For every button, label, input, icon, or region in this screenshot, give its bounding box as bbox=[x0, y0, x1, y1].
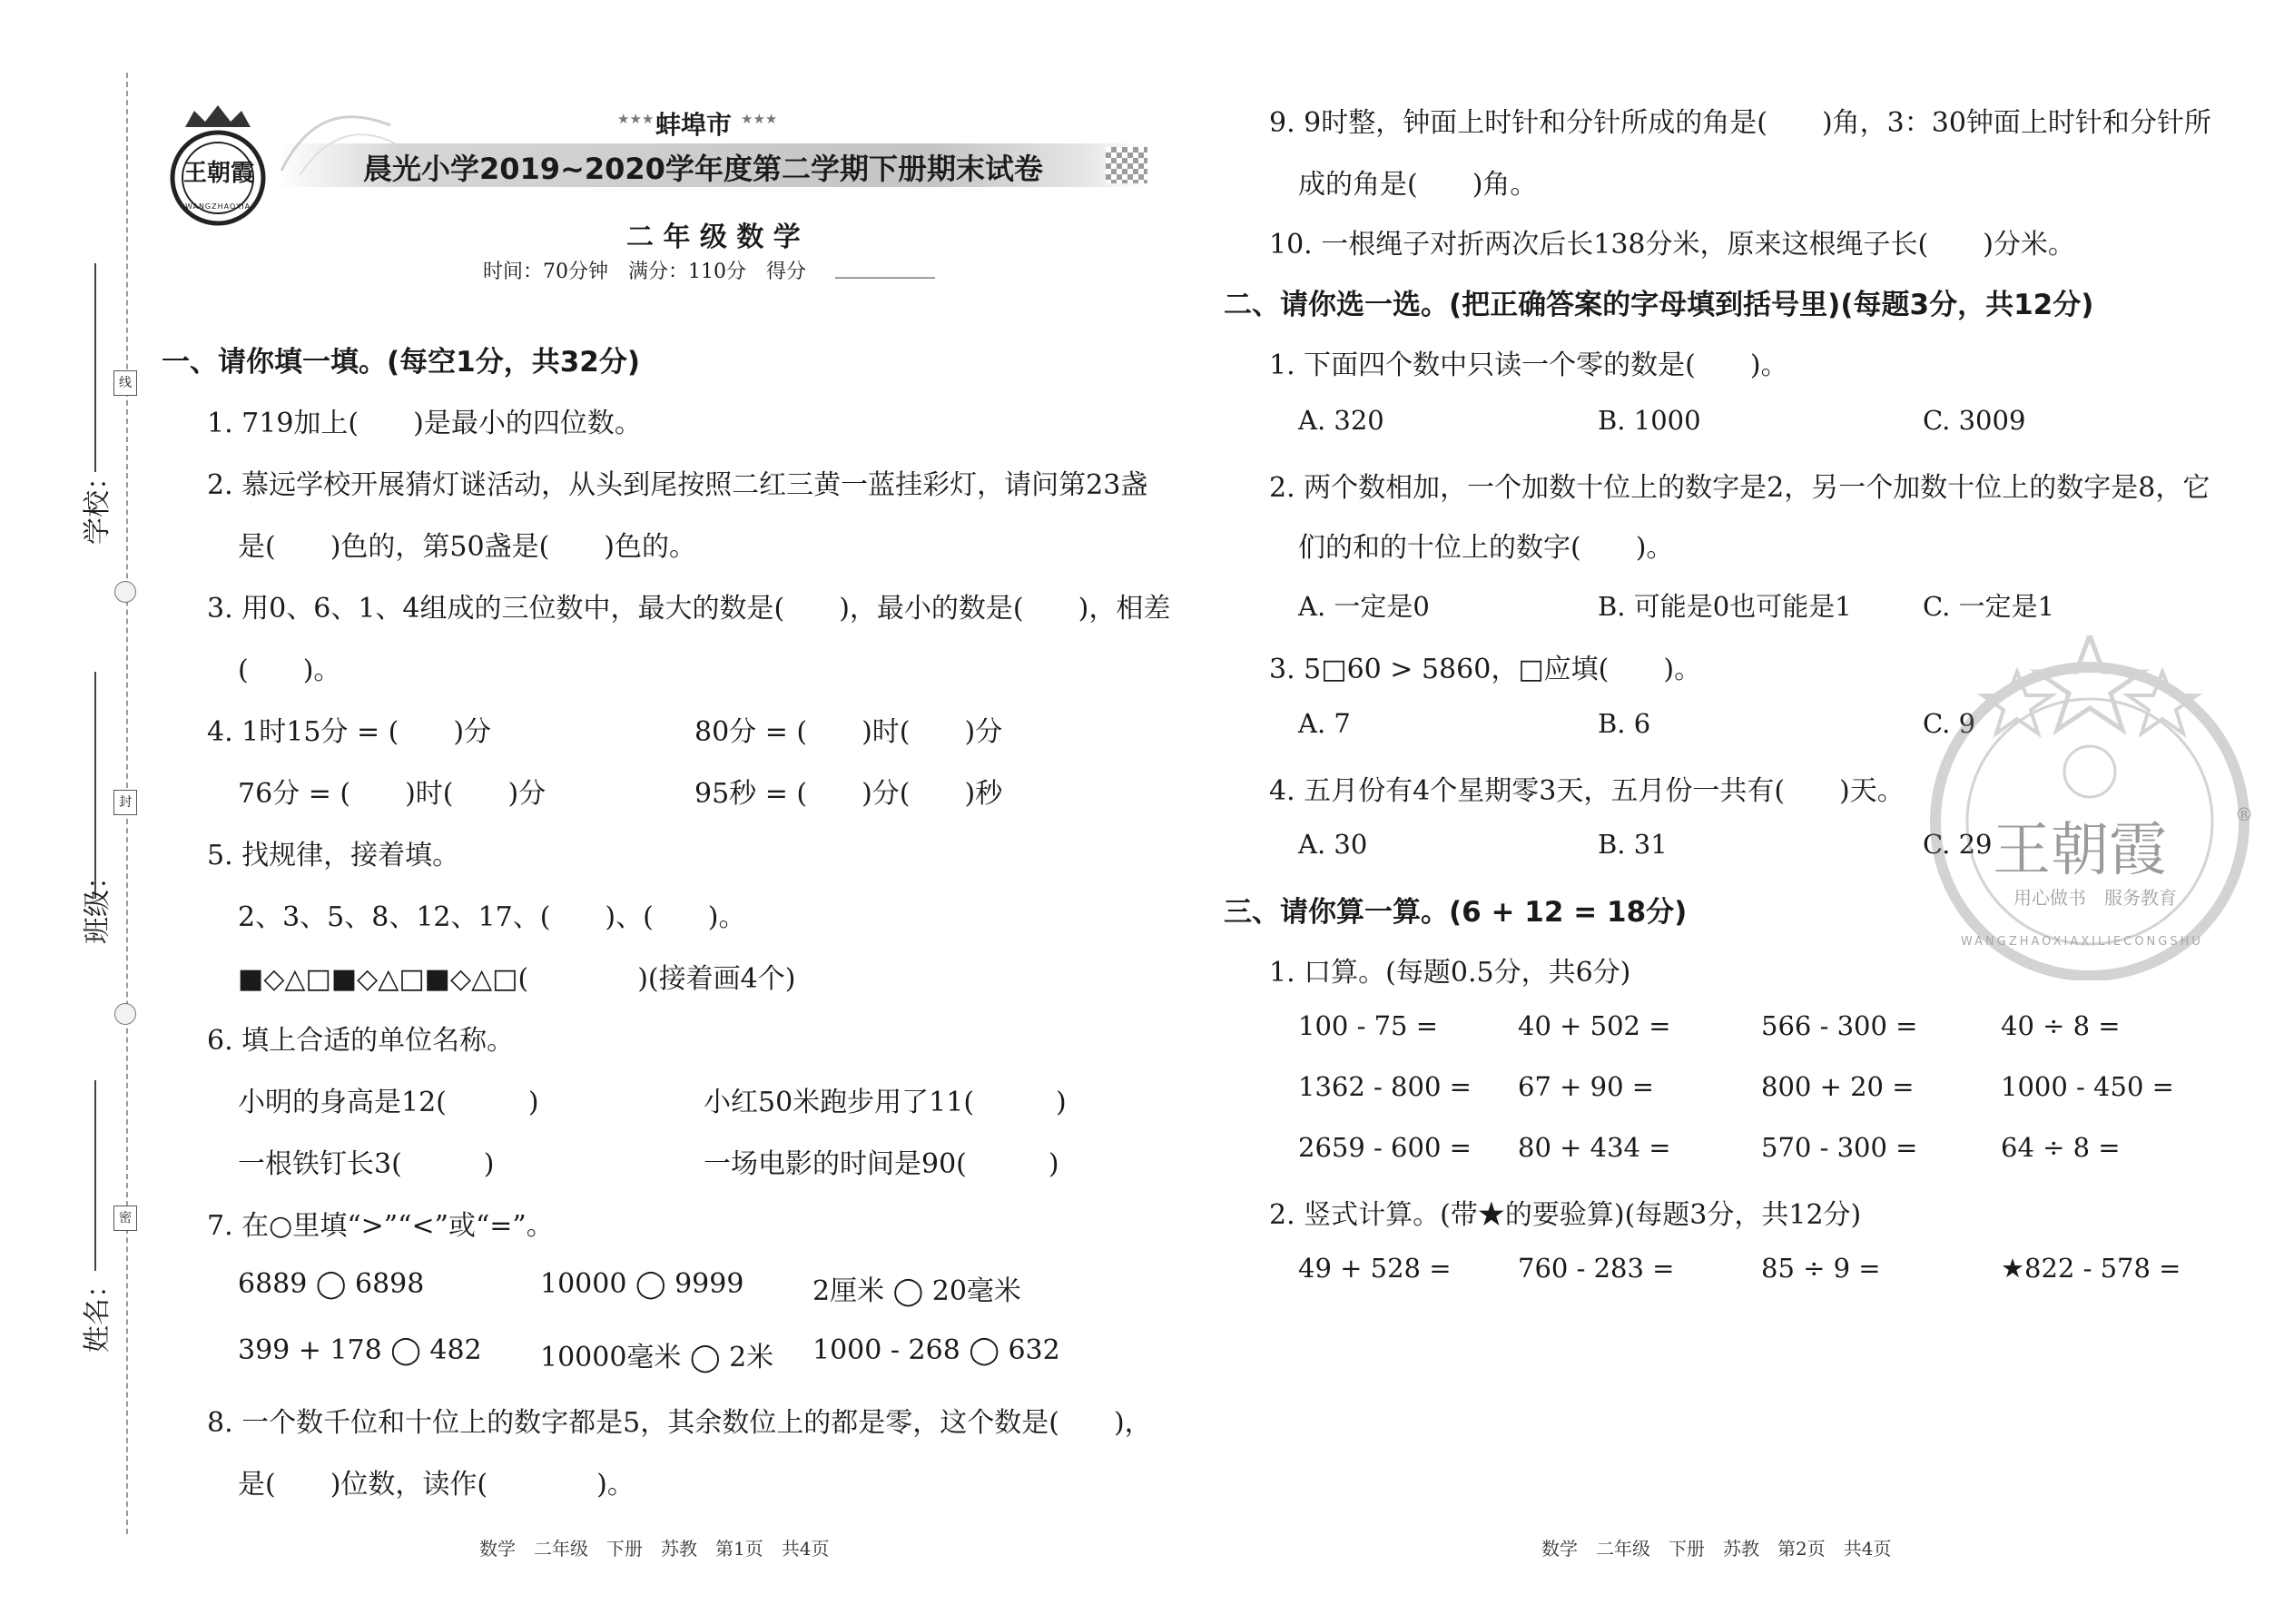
name-label: 姓名： bbox=[82, 1271, 113, 1353]
oral-calc-item: 64 ÷ 8 = bbox=[2001, 1132, 2121, 1163]
question-2-line-1: 2. 慕远学校开展猜灯谜活动，从头到尾按照二红三黄一蓝挂彩灯，请问第23盏 bbox=[207, 469, 1148, 501]
section-1-heading: 一、请你填一填。(每空1分，共32分) bbox=[162, 346, 641, 379]
oral-calc-item: 80 + 434 = bbox=[1518, 1132, 1671, 1163]
question-9-line-2: 成的角是( )角。 bbox=[1298, 169, 1538, 201]
option-c: C. 29 bbox=[1923, 829, 1993, 860]
logo-ring-text: WANGZHAOXIA bbox=[185, 202, 251, 211]
footer-page-2: 数学 二年级 下册 苏教 第2页 共4页 bbox=[1541, 1538, 1892, 1560]
question-9-line-1: 9. 9时整，钟面上时针和分针所成的角是( )角，3：30钟面上时针和分针所 bbox=[1269, 107, 2211, 139]
class-label: 班级： bbox=[82, 862, 113, 944]
vertical-calc-heading: 2. 竖式计算。(带★的要验算)(每题3分，共12分) bbox=[1269, 1199, 1862, 1231]
fold-mark-xian: 线 bbox=[113, 370, 137, 396]
city-stars-left: ★★★ bbox=[617, 111, 655, 127]
oral-calc-item: 800 + 20 = bbox=[1761, 1071, 1915, 1102]
score-blank[interactable]: __________ bbox=[835, 256, 935, 279]
compare-item: 2厘米 ◯ 20毫米 bbox=[812, 1275, 1021, 1307]
question-5-shape-pattern: ■◇△□■◇△□■◇△□( )(接着画4个) bbox=[238, 963, 796, 995]
option-b: B. 1000 bbox=[1598, 405, 1701, 436]
oral-calc-item: 1000 - 450 = bbox=[2001, 1071, 2174, 1102]
oral-calc-item: 570 - 300 = bbox=[1761, 1132, 1918, 1163]
section-2-heading: 二、请你选一选。(把正确答案的字母填到括号里)(每题3分，共12分) bbox=[1224, 289, 2094, 321]
city-stars-right: ★★★ bbox=[741, 111, 778, 127]
option-c: C. 9 bbox=[1923, 708, 1976, 739]
name-write-line[interactable] bbox=[94, 1080, 96, 1271]
option-b: B. 31 bbox=[1598, 829, 1668, 860]
compare-item: 399 + 178 ◯ 482 bbox=[238, 1334, 482, 1366]
option-c: C. 3009 bbox=[1923, 405, 2026, 436]
compare-item: 10000 ◯ 9999 bbox=[540, 1268, 744, 1300]
choice-question-1: 1. 下面四个数中只读一个零的数是( )。 bbox=[1269, 349, 1788, 381]
question-8-line-1: 8. 一个数千位和十位上的数字都是5，其余数位上的都是零，这个数是( )， bbox=[207, 1407, 1152, 1439]
question-6-item-1: 小明的身高是12( ) bbox=[238, 1087, 539, 1118]
banner-checker-decoration bbox=[1106, 147, 1147, 183]
school-write-line[interactable] bbox=[94, 263, 96, 472]
choice-question-4: 4. 五月份有4个星期零3天，五月份一共有( )天。 bbox=[1269, 775, 1905, 807]
question-6-item-2: 小红50米跑步用了11( ) bbox=[704, 1087, 1067, 1118]
question-4-item-3: 76分 = ( )时( )分 bbox=[238, 778, 546, 810]
question-4-item-1: 4. 1时15分 = ( )分 bbox=[207, 716, 492, 748]
exam-info: 时间：70分钟 满分：110分 得分 bbox=[483, 261, 806, 283]
oral-calc-item: 2659 - 600 = bbox=[1298, 1132, 1472, 1163]
option-b: B. 可能是0也可能是1 bbox=[1598, 591, 1852, 622]
option-a: A. 320 bbox=[1298, 405, 1384, 436]
question-1: 1. 719加上( )是最小的四位数。 bbox=[207, 408, 642, 439]
vertical-calc-item: 760 - 283 = bbox=[1518, 1253, 1675, 1284]
question-4-item-2: 80分 = ( )时( )分 bbox=[694, 716, 1003, 748]
vertical-calc-item: ★822 - 578 = bbox=[2001, 1253, 2181, 1284]
exam-title: 晨光小学2019~2020学年度第二学期下册期末试卷 bbox=[363, 152, 1043, 186]
oral-calc-item: 40 + 502 = bbox=[1518, 1010, 1671, 1041]
choice-question-2-line-2: 们的和的十位上的数字( )。 bbox=[1298, 532, 1674, 564]
compare-item: 1000 - 268 ◯ 632 bbox=[812, 1334, 1060, 1366]
option-a: A. 30 bbox=[1298, 829, 1368, 860]
subject-title: 二 年 级 数 学 bbox=[626, 221, 801, 253]
question-6: 6. 填上合适的单位名称。 bbox=[207, 1025, 515, 1057]
fold-mark-mi: 密 bbox=[113, 1206, 137, 1231]
oral-calc-item: 566 - 300 = bbox=[1761, 1010, 1918, 1041]
section-3-heading: 三、请你算一算。(6 + 12 = 18分) bbox=[1224, 896, 1688, 929]
question-4-item-4: 95秒 = ( )分( )秒 bbox=[694, 778, 1003, 810]
choice-question-3: 3. 5□60 > 5860，□应填( )。 bbox=[1269, 654, 1702, 685]
oral-calc-item: 40 ÷ 8 = bbox=[2001, 1010, 2121, 1041]
logo-text: 王朝霞 bbox=[183, 160, 255, 187]
option-a: A. 7 bbox=[1298, 708, 1351, 739]
footer-page-1: 数学 二年级 下册 苏教 第1页 共4页 bbox=[479, 1538, 830, 1560]
school-label: 学校： bbox=[82, 463, 113, 545]
question-5-sequence: 2、3、5、8、12、17、( )、( )。 bbox=[238, 901, 746, 933]
question-7: 7. 在○里填“>”“<”或“=”。 bbox=[207, 1210, 554, 1242]
option-a: A. 一定是0 bbox=[1298, 591, 1430, 622]
oral-calc-item: 100 - 75 = bbox=[1298, 1010, 1439, 1041]
watermark-ring-text: WANGZHAOXIAXILIECONGSHU bbox=[1961, 935, 2203, 949]
watermark-name: 王朝霞 bbox=[1993, 817, 2167, 884]
question-3-line-2: ( )。 bbox=[238, 655, 341, 686]
binding-hole-icon bbox=[114, 581, 136, 603]
city-name: 蚌埠市 bbox=[655, 110, 733, 140]
question-6-item-3: 一根铁钉长3( ) bbox=[238, 1148, 495, 1180]
question-8-line-2: 是( )位数，读作( )。 bbox=[238, 1469, 635, 1501]
watermark-registered-mark: ® bbox=[2235, 803, 2253, 825]
question-10: 10. 一根绳子对折两次后长138分米，原来这根绳子长( )分米。 bbox=[1269, 229, 2075, 261]
question-2-line-2: 是( )色的，第50盏是( )色的。 bbox=[238, 531, 696, 563]
vertical-calc-item: 49 + 528 = bbox=[1298, 1253, 1452, 1284]
question-6-item-4: 一场电影的时间是90( ) bbox=[704, 1148, 1059, 1180]
compare-item: 10000毫米 ◯ 2米 bbox=[540, 1342, 774, 1373]
vertical-calc-item: 85 ÷ 9 = bbox=[1761, 1253, 1881, 1284]
option-c: C. 一定是1 bbox=[1923, 591, 2055, 622]
oral-calc-item: 1362 - 800 = bbox=[1298, 1071, 1472, 1102]
binding-hole-icon bbox=[114, 1003, 136, 1025]
question-3-line-1: 3. 用0、6、1、4组成的三位数中，最大的数是( )，最小的数是( )，相差 bbox=[207, 593, 1171, 625]
question-5: 5. 找规律，接着填。 bbox=[207, 840, 460, 871]
option-b: B. 6 bbox=[1598, 708, 1651, 739]
oral-calc-item: 67 + 90 = bbox=[1518, 1071, 1655, 1102]
oral-calc-heading: 1. 口算。(每题0.5分，共6分) bbox=[1269, 957, 1631, 989]
choice-question-2-line-1: 2. 两个数相加，一个加数十位上的数字是2，另一个加数十位上的数字是8，它 bbox=[1269, 472, 2210, 504]
fold-mark-feng: 封 bbox=[113, 790, 137, 815]
compare-item: 6889 ◯ 6898 bbox=[238, 1268, 425, 1300]
watermark-slogan: 用心做书 服务教育 bbox=[2013, 887, 2177, 909]
